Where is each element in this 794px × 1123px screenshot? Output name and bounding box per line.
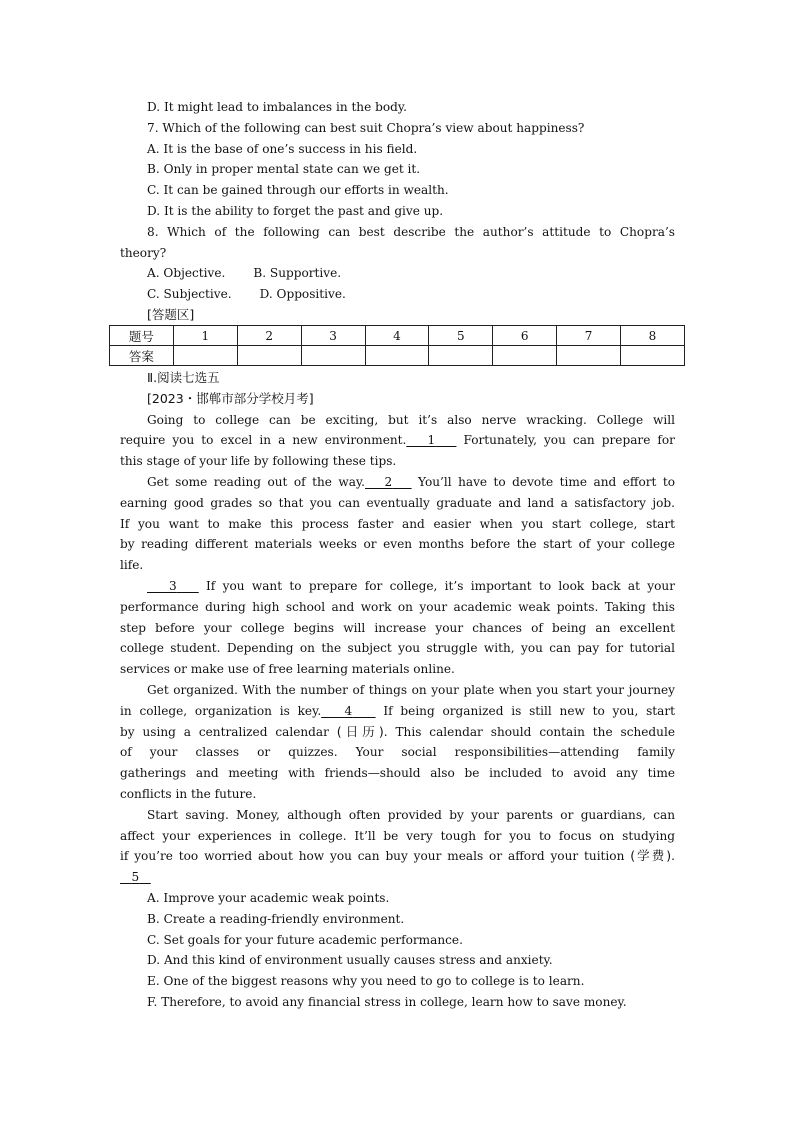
answer-cell[interactable] xyxy=(365,346,429,366)
q8-option-c: C. Subjective. xyxy=(147,287,232,302)
q7-option-a: A. It is the base of one’s success in his field. xyxy=(147,141,418,156)
q7-option-d: D. It is the ability to forget the past and give up. xyxy=(147,203,444,218)
passage-line: this stage of your life by following these tips. xyxy=(120,454,397,469)
question-number: 5 xyxy=(429,326,493,346)
question-number: 4 xyxy=(365,326,429,346)
passage-line: earning good grades so that you can eventually graduate and land a satisfactory job. xyxy=(120,495,675,510)
passage-line: gatherings and meeting with friends—should also be included to avoid any time xyxy=(120,766,675,781)
passage-line: step before your college begins will increase your chances of being an excellent xyxy=(120,620,675,635)
q8-option-b: B. Supportive. xyxy=(253,266,342,281)
question-number: 2 xyxy=(237,326,301,346)
answer-cell[interactable] xyxy=(301,346,365,366)
passage-line: services or make use of free learning materials online. xyxy=(120,662,455,677)
answer-cell[interactable] xyxy=(557,346,621,366)
question-number: 1 xyxy=(173,326,237,346)
option-a: A. Improve your academic weak points. xyxy=(147,890,390,905)
passage-line: by reading different materials weeks or even months before the start of your college xyxy=(120,537,675,552)
passage-line: require you to excel in a new environment. 1 Fortunately, you can prepare for xyxy=(120,433,675,448)
question-number: 7 xyxy=(557,326,621,346)
number-header: 题号 xyxy=(110,326,174,346)
question-number: 3 xyxy=(301,326,365,346)
q8-options-cd xyxy=(120,284,675,305)
passage-line: Start saving. Money, although often provided by your parents or guardians, can xyxy=(147,807,675,822)
passage-line xyxy=(120,867,675,888)
answer-table-answer-row xyxy=(110,346,685,366)
passage-line: by using a centralized calendar (日历). This calendar should contain the schedule xyxy=(120,723,675,739)
passage-line: 3 If you want to prepare for college, it’s important to look back at your xyxy=(120,576,675,597)
option-e: E. One of the biggest reasons why you need to go to college is to learn. xyxy=(147,974,585,989)
blank-3[interactable]: 3 xyxy=(169,578,177,593)
blank-1[interactable]: 1 xyxy=(427,433,436,448)
passage-line: life. xyxy=(120,558,144,573)
passage-line: college student. Depending on the subject you struggle with, you can pay for tutorial xyxy=(120,641,675,656)
question-block xyxy=(120,97,675,326)
q7-stem: 7. Which of the following can best suit Chopra’s view about happiness? xyxy=(147,120,585,135)
answer-cell[interactable] xyxy=(237,346,301,366)
option-d: D. And this kind of environment usually causes stress and anxiety. xyxy=(147,953,553,968)
q8-options-ab xyxy=(120,263,675,284)
q8-stem-cont: theory? xyxy=(120,245,167,260)
option-b: B. Create a reading-friendly environment. xyxy=(147,911,405,926)
q8-stem: 8. Which of the following can best describe the author’s attitude to Chopra’s xyxy=(147,224,675,239)
q6-option-d: D. It might lead to imbalances in the body. xyxy=(147,100,407,114)
answer-cell[interactable] xyxy=(621,346,685,366)
answer-header: 答案 xyxy=(110,346,174,366)
answer-area-label: [答题区] xyxy=(147,306,195,322)
blank-2[interactable]: 2 xyxy=(384,474,393,489)
q8-option-a: A. Objective. xyxy=(147,266,226,281)
passage-line: if you’re too worried about how you can buy your meals or afford your tuition (学费). xyxy=(120,848,675,864)
passage-line: Get organized. With the number of things on your plate when you start your journey xyxy=(147,682,675,697)
answer-cell[interactable] xyxy=(429,346,493,366)
answer-cell[interactable] xyxy=(173,346,237,366)
q8-option-d: D. Oppositive. xyxy=(259,287,346,302)
passage-line: of your classes or quizzes. Your social responsibilities—attending family xyxy=(120,745,675,760)
passage-line: Get some reading out of the way. 2 You’ll have to devote time and effort to xyxy=(147,474,675,489)
passage-line: affect your experiences in college. It’ll be very tough for you to focus on studying xyxy=(120,828,675,843)
passage-line: conflicts in the future. xyxy=(120,786,257,801)
passage-line: performance during high school and work on your academic weak points. Taking this xyxy=(120,599,675,614)
passage-line: in college, organization is key. 4 If being organized is still new to you, start xyxy=(120,703,675,718)
blank-4[interactable]: 4 xyxy=(344,703,353,718)
passage-line: Going to college can be exciting, but it’s also nerve wracking. College will xyxy=(147,412,675,427)
answer-table xyxy=(109,325,685,366)
answer-cell[interactable] xyxy=(493,346,557,366)
section-title: Ⅱ.阅读七选五 xyxy=(147,370,220,385)
question-number: 6 xyxy=(493,326,557,346)
blank-5[interactable]: 5 xyxy=(131,870,140,885)
option-f: F. Therefore, to avoid any financial stress in college, learn how to save money. xyxy=(147,994,627,1009)
passage-line: If you want to make this process faster and easier when you start college, start xyxy=(120,516,675,531)
question-number: 8 xyxy=(621,326,685,346)
source-label: [2023・邯郸市部分学校月考] xyxy=(147,390,314,406)
q7-option-c: C. It can be gained through our efforts in wealth. xyxy=(147,183,449,198)
q7-option-b: B. Only in proper mental state can we get it. xyxy=(147,162,421,177)
section-seven-choose-five xyxy=(120,368,675,1013)
answer-table-number-row xyxy=(110,326,685,346)
option-c: C. Set goals for your future academic performance. xyxy=(147,932,463,947)
